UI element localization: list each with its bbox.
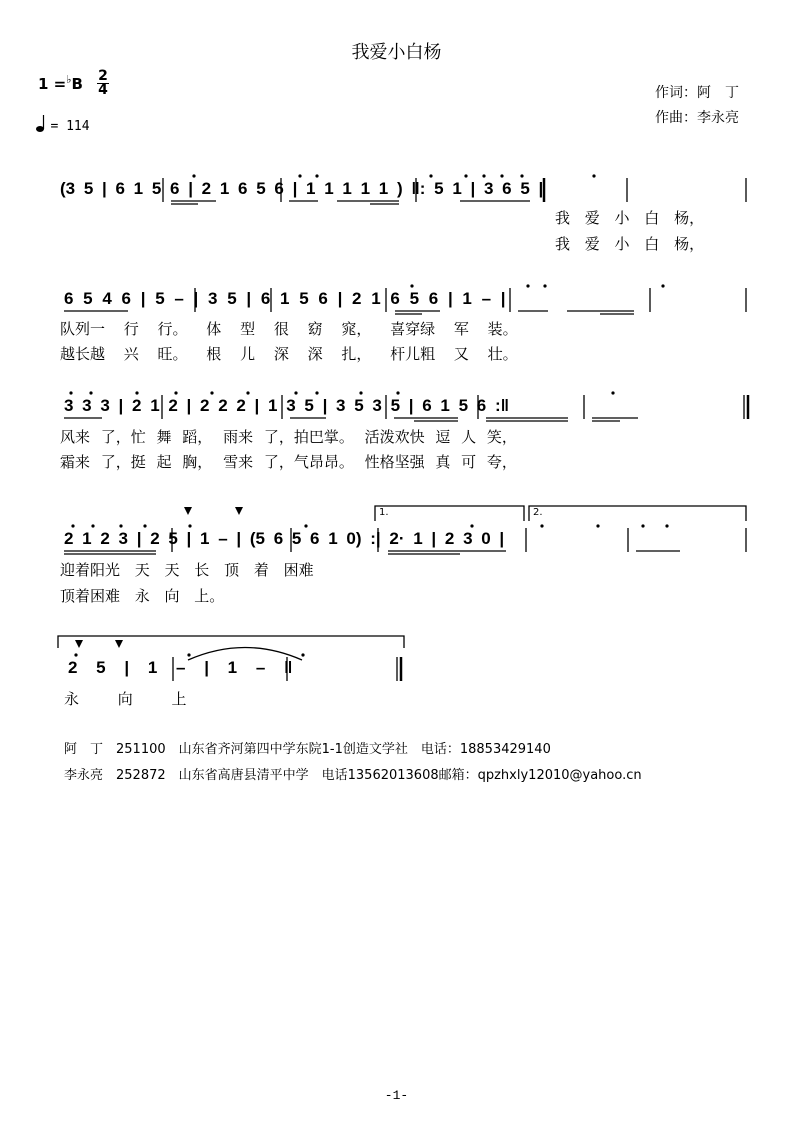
lyric-line-4a: 迎着阳光 天 天 长 顶 着 困难 <box>60 561 314 579</box>
lyric-line-2a: 队列一 行 行。 体 型 很 窈 窕， 喜穿绿 军 装。 <box>60 320 518 338</box>
tempo-value: = 114 <box>50 119 90 134</box>
footer-composer-contact: 李永亮 252872 山东省高唐县清平中学 电话13562013608邮箱：qpzhxly12010@yahoo.cn <box>64 768 642 783</box>
lyric-line-5: 永 向 上 <box>64 690 187 708</box>
composer-credit: 作曲：李永亮 <box>655 110 739 126</box>
key-note: B <box>71 75 83 93</box>
footer-lyricist-contact: 阿 丁 251100 山东省齐河第四中学东院1-1创造文学社 电话：18853429140 <box>64 742 551 757</box>
time-numerator: 2 <box>98 68 108 84</box>
lyricist-credit: 作词：阿 丁 <box>655 85 739 101</box>
key-prefix: 1 = <box>38 75 67 93</box>
volta-2-label: 2. <box>533 507 543 518</box>
song-title: 我爱小白杨 <box>351 42 442 63</box>
lyric-line-3b: 霜来 了，挺 起 胸， 雪来 了，气昂昂。 性格坚强 真 可 夸， <box>60 453 517 471</box>
page-number: -1- <box>384 1088 409 1103</box>
notation-line-2: 6 5 4 6 | 5 – | 3 5 | 6 1 5 6 | 2 1 6 5 6 | 1 – | <box>64 289 506 308</box>
time-denominator: 4 <box>98 82 108 98</box>
notation-line-5: 2 5 | 1 – | 1 – ‖ <box>68 658 293 677</box>
lyric-line-1b: 我 爱 小 白 杨， <box>555 235 705 253</box>
volta-1-label: 1. <box>379 507 389 518</box>
lyric-line-2b: 越长越 兴 旺。 根 儿 深 深 扎， 杆儿粗 又 壮。 <box>60 345 518 363</box>
lyric-line-1a: 我 爱 小 白 杨， <box>555 209 705 227</box>
notation-line-1: (3 5 | 6 1 5 6 | 2 1 6 5 6 | 1 1 1 1 1 ) ‖: 5 1 | 3 6 5 | <box>60 179 544 198</box>
flat-sign: ♭ <box>66 73 72 86</box>
lyric-line-4b: 顶着困难 永 向 上。 <box>60 587 225 605</box>
lyric-line-3a: 风来 了，忙 舞 蹈， 雨来 了，拍巴掌。 活泼欢快 逗 人 笑， <box>60 428 517 446</box>
notation-line-4: 2 1 2 3 | 2 5 | 1 – | (5 6 5 6 1 0) :| 2· 1 | 2 3 0 | <box>64 529 505 548</box>
notation-line-3: 3 3 3 | 2 1 2 | 2 2 2 | 1 3 5 | 3 5 3 5 | 6 1 5 6 :‖ <box>64 396 510 415</box>
